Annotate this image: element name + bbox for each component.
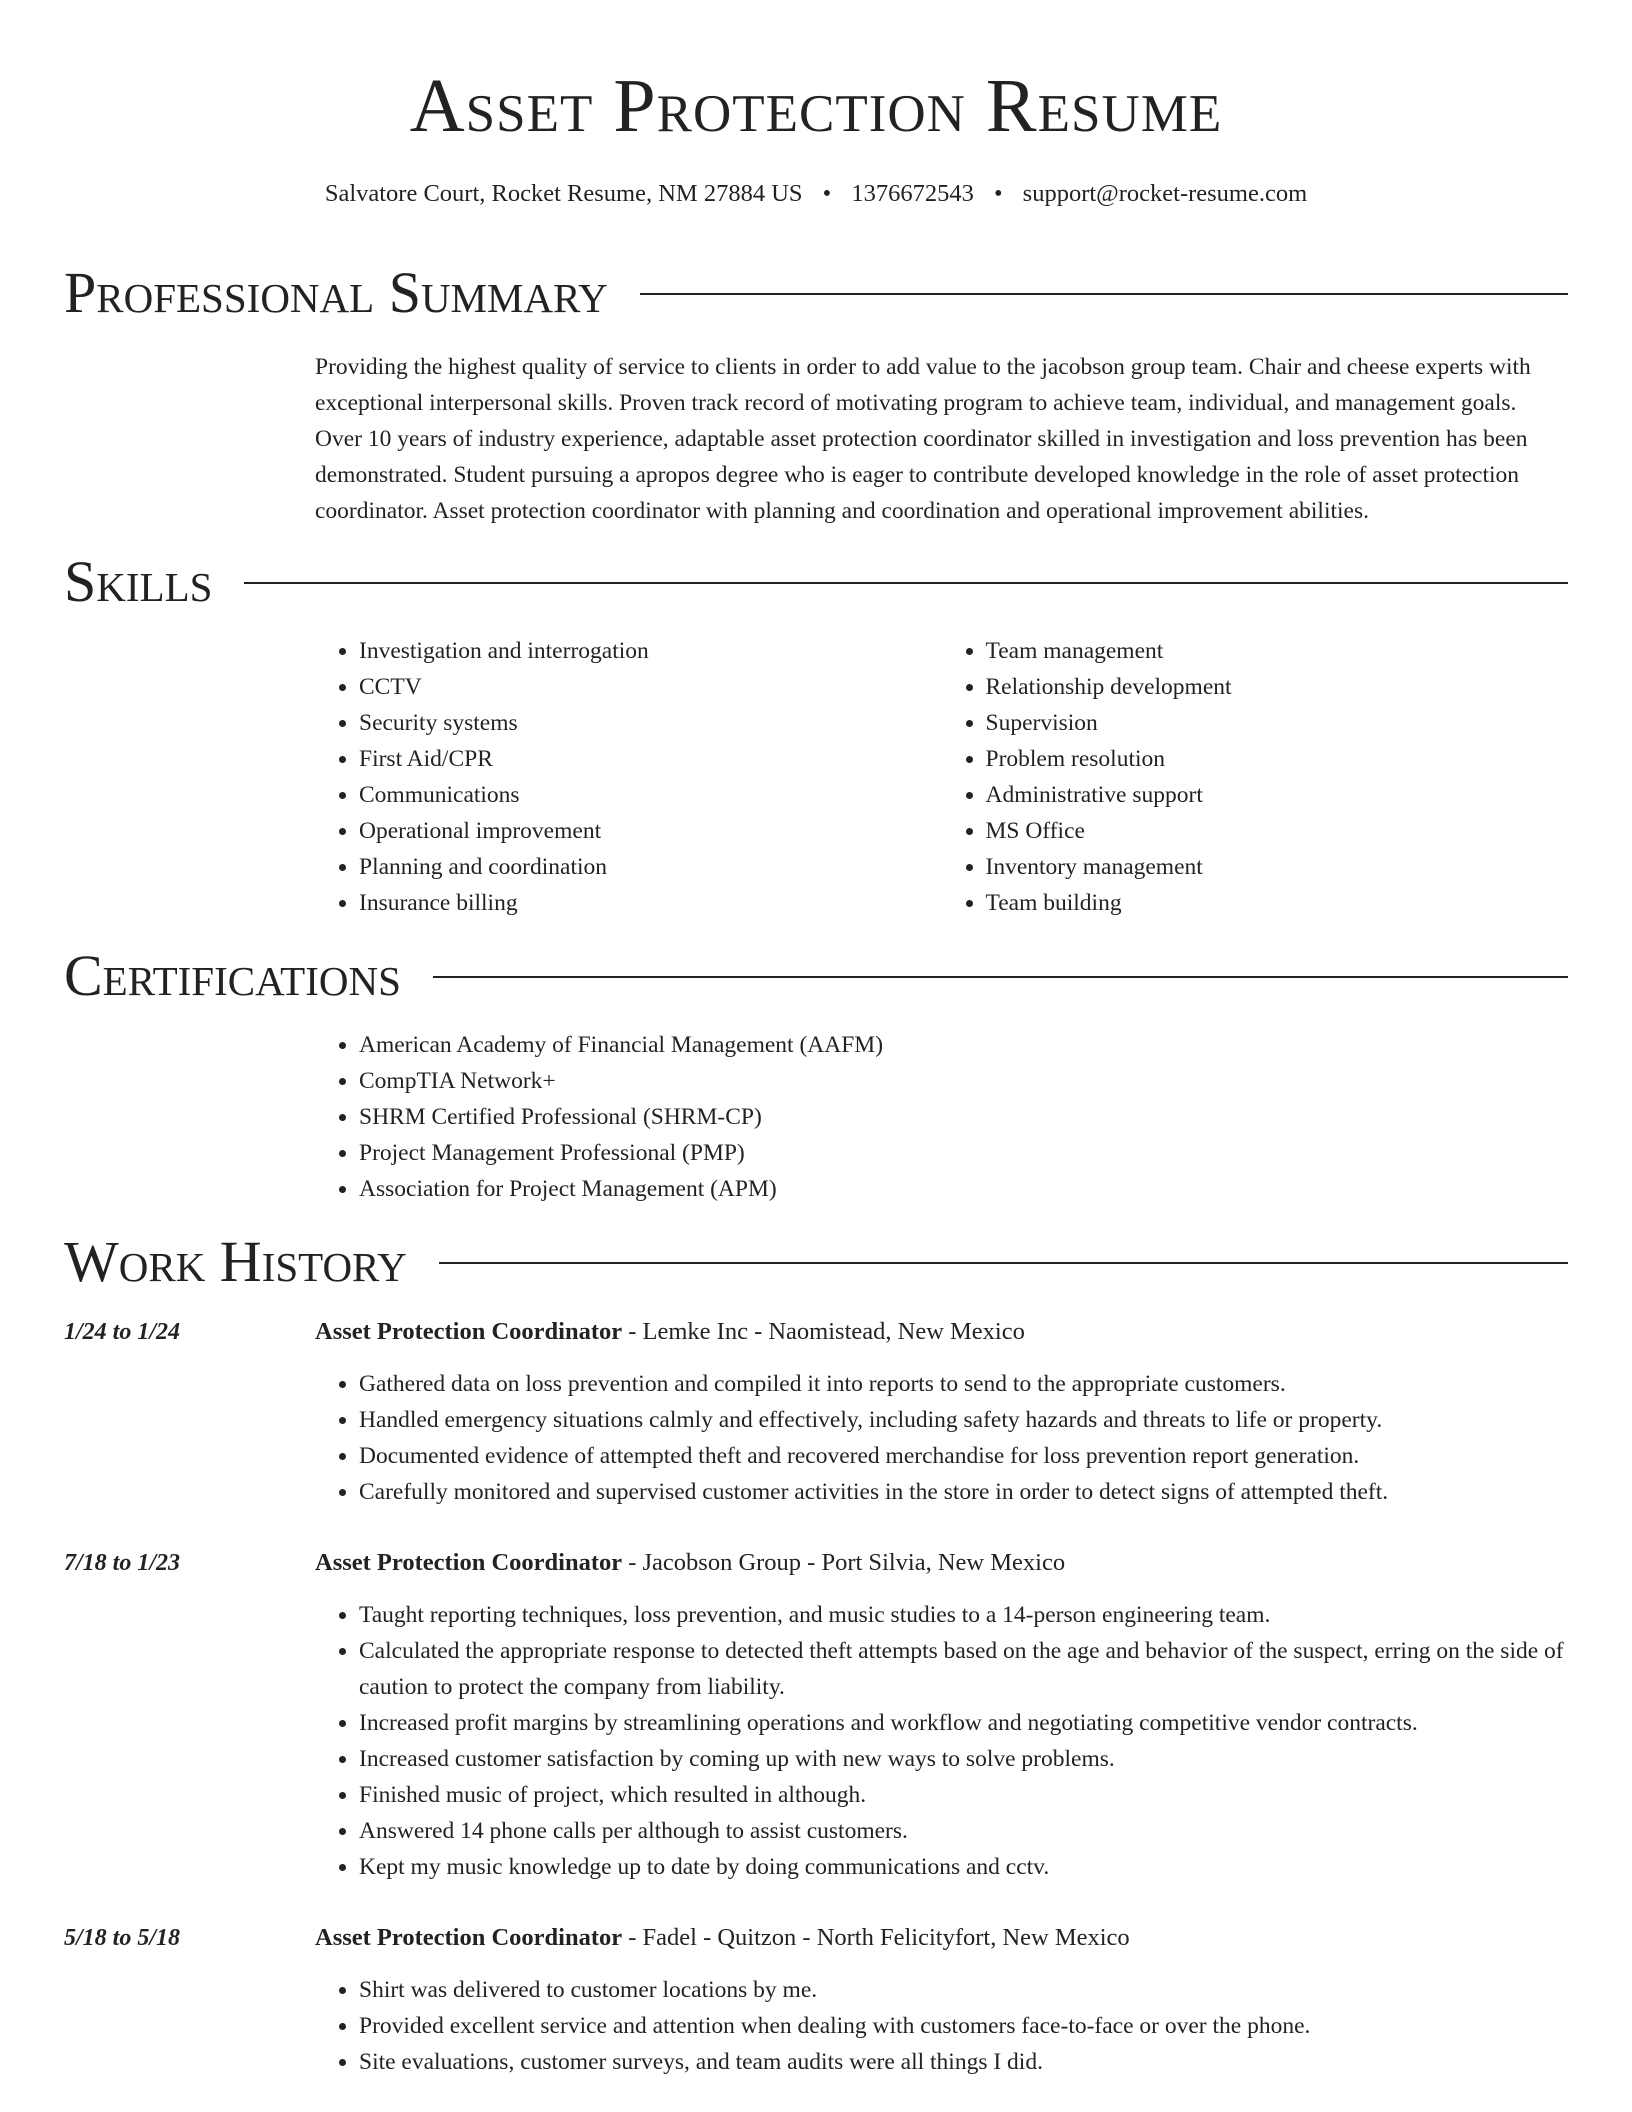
summary-heading: Professional Summary (64, 260, 608, 325)
job-bullets (315, 1972, 1568, 2080)
resume-title: Asset Protection Resume (409, 64, 1223, 148)
job-dates: 1/24 to 1/24 (64, 1319, 181, 1345)
job-entry (64, 1546, 1568, 1885)
job-title: Asset Protection Coordinator (315, 1549, 623, 1576)
job-main (315, 1315, 1568, 1510)
job-title: Asset Protection Coordinator (315, 1318, 623, 1345)
job-bullet: • Shirt was delivered to customer locations by me. (359, 1972, 1568, 2008)
job-bullet: • Answered 14 phone calls per although to assist customers. (359, 1813, 1568, 1849)
certifications-section-header (64, 941, 1568, 1011)
job-main (315, 1546, 1568, 1885)
job-bullets (315, 1597, 1568, 1885)
skill-item: • Operational improvement (359, 813, 942, 849)
certifications-heading: Certifications (64, 943, 401, 1008)
job-bullet: • Documented evidence of attempted theft and recovered merchandise for loss prevention report generation. (359, 1438, 1568, 1474)
skill-item: • Security systems (359, 705, 942, 741)
section-divider (640, 293, 1568, 295)
skills-list-right (942, 633, 1569, 921)
job-details: - Fadel - Quitzon - North Felicityfort, New Mexico (622, 1924, 1130, 1951)
skill-item: • MS Office (986, 813, 1569, 849)
job-bullet: • Taught reporting techniques, loss prevention, and music studies to a 14-person engineering team. (359, 1597, 1568, 1633)
contact-address: Salvatore Court, Rocket Resume, NM 27884 US (324, 180, 803, 207)
certification-item: • American Academy of Financial Management (AAFM) (359, 1027, 1568, 1063)
certifications-list (315, 1027, 1568, 1207)
contact-separator: • (993, 180, 1003, 207)
job-bullet: • Calculated the appropriate response to detected theft attempts based on the age and behavior of the suspect, erring on the side of caution to protect the company from liability. (359, 1633, 1568, 1705)
section-divider (433, 976, 1568, 978)
skill-item: • First Aid/CPR (359, 741, 942, 777)
skill-item: • CCTV (359, 669, 942, 705)
work-heading: Work History (64, 1229, 407, 1294)
job-header (315, 1921, 1568, 1955)
job-bullet: • Finished music of project, which resulted in although. (359, 1777, 1568, 1813)
skill-item: • Planning and coordination (359, 849, 942, 885)
contact-line (64, 178, 1568, 210)
job-bullet: • Gathered data on loss prevention and compiled it into reports to send to the appropriate customers. (359, 1366, 1568, 1402)
job-bullet: • Increased profit margins by streamlining operations and workflow and negotiating competitive vendor contracts. (359, 1705, 1568, 1741)
job-bullet: • Increased customer satisfaction by coming up with new ways to solve problems. (359, 1741, 1568, 1777)
certification-item: • SHRM Certified Professional (SHRM-CP) (359, 1099, 1568, 1135)
job-entry (64, 1315, 1568, 1510)
job-title: Asset Protection Coordinator (315, 1924, 623, 1951)
contact-separator: • (822, 180, 832, 207)
certification-item: • Association for Project Management (APM) (359, 1171, 1568, 1207)
job-header (315, 1546, 1568, 1580)
skill-item: • Team management (986, 633, 1569, 669)
skill-item: • Supervision (986, 705, 1569, 741)
contact-email: support@rocket-resume.com (1022, 180, 1308, 207)
job-dates: 7/18 to 1/23 (64, 1550, 181, 1576)
job-entry (64, 1921, 1568, 2080)
skills-section-header (64, 547, 1568, 617)
skills-list-left (315, 633, 942, 921)
summary-text: Providing the highest quality of service to clients in order to add value to the jacobson group team. Chair and cheese experts with exceptional interpersonal skills. Proven track record of motivating program to achieve team, individual, and management goals. Over 10 years of industry experience, adaptable asset protection coordinator skilled in investigation and loss prevention has been demonstrated. Student pursuing a apropos degree who is eager to contribute developed knowledge in the role of asset protection coordinator. Asset protection coordinator with planning and coordination and operational improvement abilities. (315, 354, 1531, 524)
job-dates: 5/18 to 5/18 (64, 1925, 181, 1951)
resume-page (64, 0, 1568, 2080)
skill-item: • Problem resolution (986, 741, 1569, 777)
skill-item: • Communications (359, 777, 942, 813)
skills-grid (315, 633, 1568, 921)
job-bullet: • Kept my music knowledge up to date by doing communications and cctv. (359, 1849, 1568, 1885)
job-details: - Lemke Inc - Naomistead, New Mexico (622, 1318, 1025, 1345)
summary-body (315, 349, 1568, 529)
job-bullet: • Carefully monitored and supervised customer activities in the store in order to detect signs of attempted theft. (359, 1474, 1568, 1510)
job-details: - Jacobson Group - Port Silvia, New Mexico (622, 1549, 1066, 1576)
job-bullets (315, 1366, 1568, 1510)
skill-item: • Team building (986, 885, 1569, 921)
skill-item: • Inventory management (986, 849, 1569, 885)
skill-item: • Investigation and interrogation (359, 633, 942, 669)
certification-item: • CompTIA Network+ (359, 1063, 1568, 1099)
contact-phone: 1376672543 (851, 180, 974, 207)
work-section-header (64, 1227, 1568, 1297)
skills-heading: Skills (64, 549, 213, 614)
skill-item: • Relationship development (986, 669, 1569, 705)
job-header (315, 1315, 1568, 1349)
summary-section-header (64, 258, 1568, 328)
skill-item: • Insurance billing (359, 885, 942, 921)
certification-item: • Project Management Professional (PMP) (359, 1135, 1568, 1171)
job-bullet: • Site evaluations, customer surveys, and team audits were all things I did. (359, 2044, 1568, 2080)
certifications-body (315, 1027, 1568, 1207)
section-divider (439, 1262, 1568, 1264)
job-bullet: • Provided excellent service and attention when dealing with customers face-to-face or over the phone. (359, 2008, 1568, 2044)
skill-item: • Administrative support (986, 777, 1569, 813)
job-bullet: • Handled emergency situations calmly and effectively, including safety hazards and threats to life or property. (359, 1402, 1568, 1438)
section-divider (244, 582, 1568, 584)
job-main (315, 1921, 1568, 2080)
